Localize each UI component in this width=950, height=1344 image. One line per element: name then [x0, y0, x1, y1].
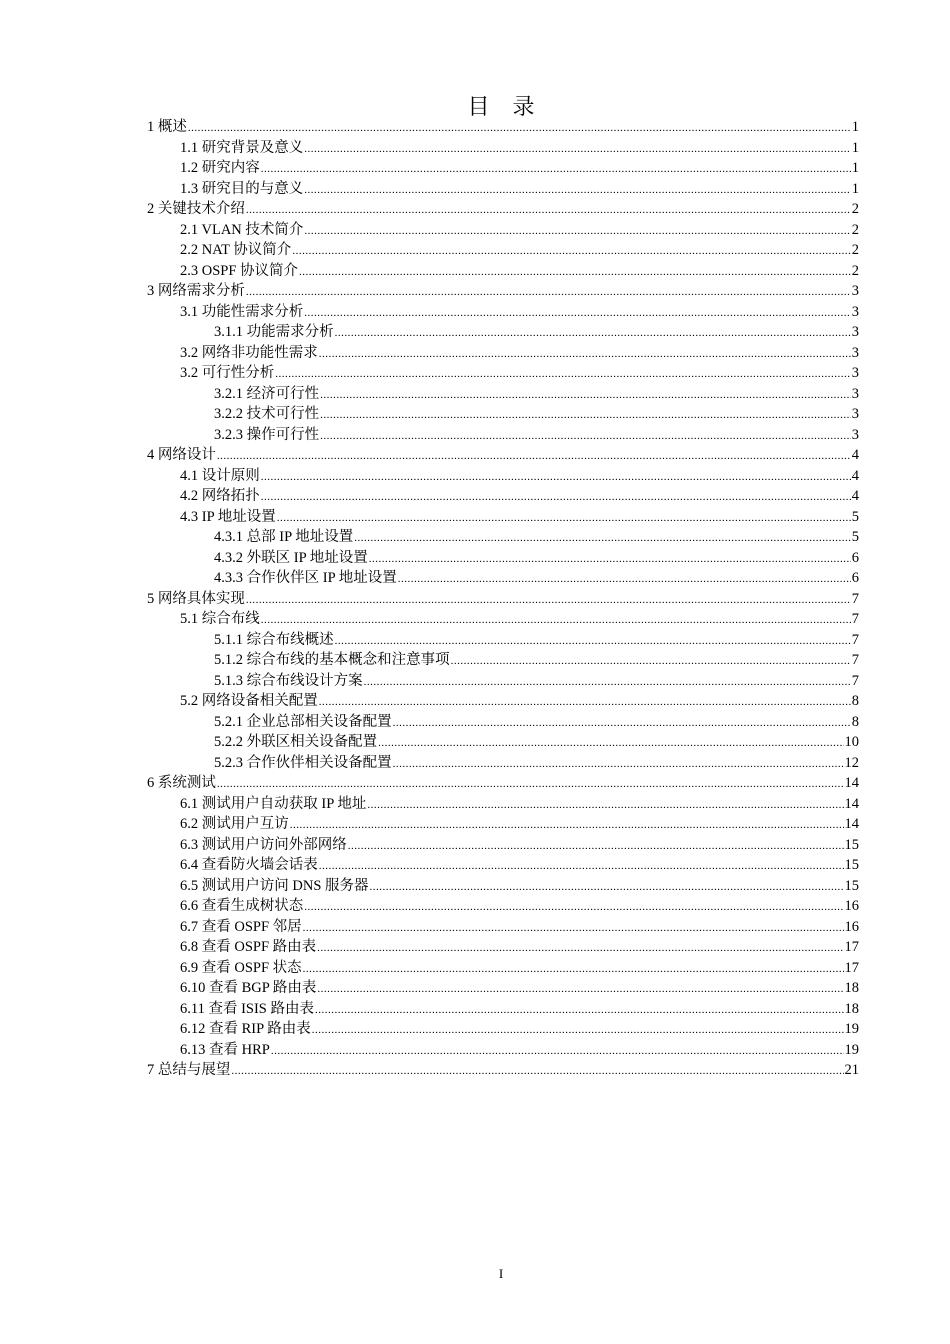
toc-entry-page: 3 — [851, 385, 859, 402]
toc-entry[interactable] — [147, 1060, 859, 1081]
toc-entry[interactable] — [147, 937, 859, 958]
toc-entry-label: 3.1.1 功能需求分析 — [214, 324, 334, 340]
toc-entry-page: 3 — [851, 344, 859, 361]
toc-entry[interactable] — [147, 117, 859, 138]
dot-leader — [354, 528, 851, 549]
toc-entry[interactable] — [147, 835, 859, 856]
toc-entry[interactable] — [147, 466, 859, 487]
toc-entry-label: 4.3.3 合作伙伴区 IP 地址设置 — [214, 570, 397, 586]
toc-entry-label: 6.11 查看 ISIS 路由表 — [180, 1000, 314, 1017]
toc-entry[interactable] — [147, 240, 859, 261]
toc-entry[interactable] — [147, 712, 859, 733]
toc-entry-label: 4.3.2 外联区 IP 地址设置 — [214, 549, 368, 566]
toc-entry[interactable] — [147, 855, 859, 876]
toc-entry-page: 10 — [844, 734, 859, 750]
toc-entry-page: 17 — [844, 939, 859, 955]
toc-entry-label: 2 关键技术介绍 — [147, 201, 245, 217]
toc-entry-page: 1 — [851, 119, 859, 135]
toc-entry-page: 5 — [851, 529, 859, 545]
toc-entry[interactable] — [147, 876, 859, 897]
dot-leader — [292, 241, 850, 262]
toc-entry-page: 16 — [844, 898, 859, 914]
toc-entry[interactable] — [147, 753, 859, 774]
toc-entry-page: 2 — [851, 242, 859, 258]
toc-entry[interactable] — [147, 527, 859, 548]
dot-leader — [275, 364, 851, 385]
dot-leader — [398, 569, 851, 590]
toc-entry-page: 14 — [844, 816, 859, 832]
dot-leader — [317, 938, 843, 959]
dot-leader — [304, 180, 851, 201]
dot-leader — [364, 672, 851, 693]
toc-entry[interactable] — [147, 363, 859, 384]
dot-leader — [188, 118, 851, 139]
dot-leader — [317, 979, 843, 1000]
toc-entry-page: 4 — [851, 467, 859, 484]
toc-entry-page: 3 — [851, 324, 859, 340]
toc-entry-label: 1.1 研究背景及意义 — [180, 139, 304, 156]
toc-entry-page: 18 — [844, 980, 859, 996]
dot-leader — [319, 856, 844, 877]
dot-leader — [312, 1020, 844, 1041]
toc-entry-page: 18 — [844, 1000, 859, 1017]
toc-entry-label: 3.2 可行性分析 — [180, 365, 275, 381]
dot-leader — [303, 959, 844, 980]
toc-entry-label: 3.1 功能性需求分析 — [180, 303, 304, 320]
toc-entry[interactable] — [147, 507, 859, 528]
toc-entry-label: 3.2.2 技术可行性 — [214, 406, 320, 422]
toc-entry-page: 15 — [844, 877, 859, 894]
toc-entry[interactable] — [147, 814, 859, 835]
toc-entry-page: 19 — [844, 1021, 859, 1037]
toc-entry-label: 4 网络设计 — [147, 447, 216, 463]
dot-leader — [378, 733, 843, 754]
toc-entry[interactable] — [147, 302, 859, 323]
toc-entry[interactable] — [147, 589, 859, 610]
toc-entry-page: 8 — [851, 713, 859, 730]
dot-leader — [319, 692, 851, 713]
toc-entry[interactable] — [147, 794, 859, 815]
toc-entry[interactable] — [147, 322, 859, 343]
toc-entry-label: 5.1.2 综合布线的基本概念和注意事项 — [214, 652, 450, 668]
dot-leader — [246, 282, 851, 303]
toc-entry-label: 6.5 测试用户访问 DNS 服务器 — [180, 877, 369, 894]
dot-leader — [335, 323, 851, 344]
toc-entry-label: 3.2 网络非功能性需求 — [180, 344, 318, 361]
toc-entry-label: 5.1.3 综合布线设计方案 — [214, 672, 363, 689]
toc-entry-label: 6.12 查看 RIP 路由表 — [180, 1021, 311, 1037]
toc-entry[interactable] — [147, 568, 859, 589]
dot-leader — [231, 1061, 843, 1082]
toc-entry-page: 4 — [851, 488, 859, 504]
dot-leader — [335, 631, 851, 652]
toc-entry-label: 5.1.1 综合布线概述 — [214, 631, 334, 648]
toc-entry-page: 8 — [851, 693, 859, 709]
dot-leader — [348, 836, 844, 857]
toc-entry-page: 19 — [844, 1041, 859, 1058]
dot-leader — [261, 610, 851, 631]
toc-entry-page: 7 — [851, 672, 859, 689]
dot-leader — [277, 508, 851, 529]
toc-entry[interactable] — [147, 917, 859, 938]
toc-entry-page: 17 — [844, 959, 859, 976]
toc-entry-page: 21 — [844, 1062, 859, 1078]
toc-entry-label: 3.2.1 经济可行性 — [214, 385, 320, 402]
toc-entry-page: 2 — [851, 201, 859, 217]
toc-entry-page: 1 — [851, 139, 859, 156]
toc-entry[interactable] — [147, 548, 859, 569]
toc-entry-page: 6 — [851, 549, 859, 566]
dot-leader — [271, 1041, 844, 1062]
toc-entry-page: 1 — [851, 180, 859, 197]
toc-entry-label: 6.7 查看 OSPF 邻居 — [180, 918, 302, 935]
dot-leader — [451, 651, 851, 672]
toc-title: 目 录 — [467, 95, 543, 120]
toc-entry[interactable] — [147, 630, 859, 651]
dot-leader — [369, 549, 851, 570]
toc-entry-label: 5.2.3 合作伙伴相关设备配置 — [214, 754, 392, 771]
table-of-contents — [147, 117, 859, 1081]
toc-entry-label: 4.1 设计原则 — [180, 467, 260, 484]
toc-entry-page: 3 — [851, 426, 859, 443]
dot-leader — [320, 385, 851, 406]
toc-entry-page: 3 — [851, 283, 859, 299]
toc-entry[interactable] — [147, 384, 859, 405]
toc-entry[interactable] — [147, 486, 859, 507]
dot-leader — [304, 139, 851, 160]
toc-entry[interactable] — [147, 609, 859, 630]
dot-leader — [393, 713, 851, 734]
toc-entry-label: 6.4 查看防火墙会话表 — [180, 857, 318, 873]
toc-entry[interactable] — [147, 404, 859, 425]
toc-entry-label: 3 网络需求分析 — [147, 283, 245, 299]
dot-leader — [261, 487, 851, 508]
dot-leader — [246, 590, 851, 611]
toc-entry-label: 6.10 查看 BGP 路由表 — [180, 980, 317, 996]
toc-entry-page: 14 — [844, 775, 859, 791]
toc-entry-label: 1.3 研究目的与意义 — [180, 180, 304, 197]
dot-leader — [299, 262, 851, 283]
toc-entry-label: 3.2.3 操作可行性 — [214, 426, 320, 443]
toc-entry[interactable] — [147, 896, 859, 917]
toc-entry-page: 14 — [844, 795, 859, 812]
toc-entry-page: 7 — [851, 631, 859, 648]
toc-entry-page: 7 — [851, 590, 859, 607]
toc-entry-label: 5.2 网络设备相关配置 — [180, 693, 318, 709]
toc-entry-label: 7 总结与展望 — [147, 1062, 231, 1078]
dot-leader — [319, 344, 851, 365]
toc-entry-label: 1.2 研究内容 — [180, 160, 260, 176]
toc-entry-page: 7 — [851, 611, 859, 627]
toc-entry-label: 6.6 查看生成树状态 — [180, 898, 304, 914]
dot-leader — [217, 446, 851, 467]
toc-entry[interactable] — [147, 999, 859, 1020]
toc-entry[interactable] — [147, 1040, 859, 1061]
toc-entry-label: 1 概述 — [147, 119, 187, 135]
dot-leader — [246, 200, 851, 221]
toc-entry[interactable] — [147, 691, 859, 712]
toc-entry-label: 6.2 测试用户互访 — [180, 816, 289, 832]
toc-entry[interactable] — [147, 671, 859, 692]
toc-entry-label: 2.3 OSPF 协议简介 — [180, 262, 299, 279]
toc-entry-page: 3 — [851, 303, 859, 320]
toc-entry[interactable] — [147, 425, 859, 446]
toc-entry[interactable] — [147, 732, 859, 753]
toc-entry-page: 4 — [851, 447, 859, 463]
toc-entry[interactable] — [147, 958, 859, 979]
toc-entry-page: 6 — [851, 570, 859, 586]
toc-entry-label: 5.2.1 企业总部相关设备配置 — [214, 713, 392, 730]
toc-entry-label: 6.9 查看 OSPF 状态 — [180, 959, 302, 976]
dot-leader — [304, 221, 850, 242]
toc-entry-label: 6.13 查看 HRP — [180, 1041, 270, 1058]
dot-leader — [393, 754, 844, 775]
toc-entry-label: 6.3 测试用户访问外部网络 — [180, 836, 347, 853]
dot-leader — [304, 303, 851, 324]
toc-entry-label: 6.1 测试用户自动获取 IP 地址 — [180, 795, 367, 812]
toc-entry[interactable] — [147, 650, 859, 671]
dot-leader — [320, 426, 851, 447]
toc-entry[interactable] — [147, 773, 859, 794]
toc-entry[interactable] — [147, 158, 859, 179]
toc-entry-label: 2.1 VLAN 技术简介 — [180, 221, 304, 238]
toc-entry-label: 6.8 查看 OSPF 路由表 — [180, 939, 317, 955]
toc-entry-label: 6 系统测试 — [147, 775, 216, 791]
toc-entry-label: 4.3 IP 地址设置 — [180, 508, 276, 525]
toc-entry-label: 4.2 网络拓扑 — [180, 488, 260, 504]
toc-entry-label: 2.2 NAT 协议简介 — [180, 242, 292, 258]
toc-entry[interactable] — [147, 199, 859, 220]
toc-entry-page: 12 — [844, 754, 859, 771]
toc-entry-page: 2 — [851, 221, 859, 238]
dot-leader — [303, 918, 844, 939]
toc-entry-page: 3 — [851, 365, 859, 381]
toc-entry-label: 5.2.2 外联区相关设备配置 — [214, 734, 378, 750]
toc-entry[interactable] — [147, 261, 859, 282]
dot-leader — [261, 467, 851, 488]
dot-leader — [315, 1000, 844, 1021]
page-number: I — [498, 1266, 504, 1281]
toc-entry-page: 15 — [844, 857, 859, 873]
dot-leader — [290, 815, 844, 836]
toc-entry[interactable] — [147, 138, 859, 159]
toc-entry-label: 4.3.1 总部 IP 地址设置 — [214, 529, 354, 545]
toc-entry-page: 15 — [844, 836, 859, 853]
dot-leader — [370, 877, 844, 898]
toc-entry-page: 2 — [851, 262, 859, 279]
toc-entry[interactable] — [147, 343, 859, 364]
toc-entry-label: 5 网络具体实现 — [147, 590, 245, 607]
toc-entry-page: 5 — [851, 508, 859, 525]
toc-entry-label: 5.1 综合布线 — [180, 611, 260, 627]
dot-leader — [367, 795, 843, 816]
toc-entry-page: 1 — [851, 160, 859, 176]
toc-entry[interactable] — [147, 220, 859, 241]
toc-entry[interactable] — [147, 281, 859, 302]
toc-entry[interactable] — [147, 445, 859, 466]
dot-leader — [320, 405, 851, 426]
toc-entry-page: 7 — [851, 652, 859, 668]
toc-entry-page: 3 — [851, 406, 859, 422]
toc-entry-page: 16 — [844, 918, 859, 935]
toc-entry[interactable] — [147, 179, 859, 200]
dot-leader — [261, 159, 851, 180]
dot-leader — [304, 897, 843, 918]
toc-entry[interactable] — [147, 978, 859, 999]
toc-entry[interactable] — [147, 1019, 859, 1040]
dot-leader — [217, 774, 844, 795]
